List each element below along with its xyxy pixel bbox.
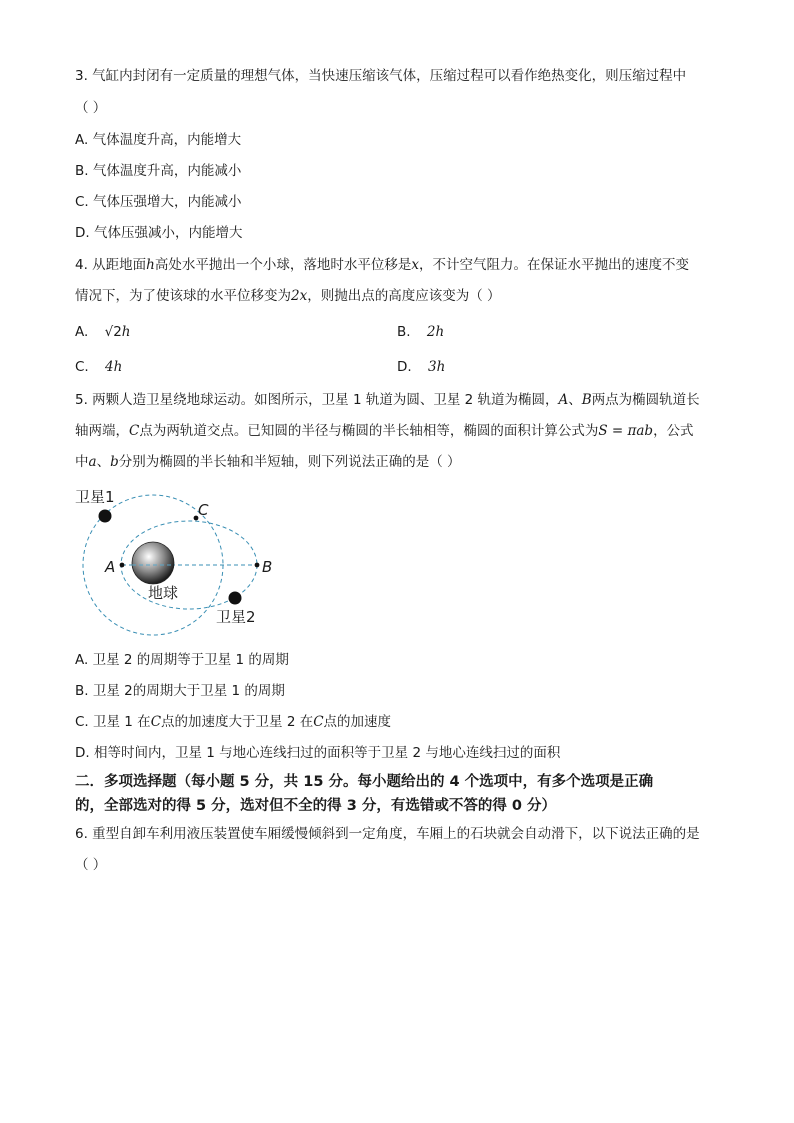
q5-text: 中 [75,454,89,470]
q3-stem-line2: （ ） [75,100,107,116]
q5-stem-line3 [75,453,461,471]
q5-var-c-point: C [129,423,140,439]
q5-text: 点的加速度 [323,714,392,730]
q5-stem-line1 [75,391,700,409]
q4-var-h: h [121,324,131,340]
q5-option-d: D. 相等时间内，卫星 1 与地心连线扫过的面积等于卫星 2 与地心连线扫过的面积 [75,745,561,761]
q3-option-d: D. 气体压强减小，内能增大 [75,225,243,241]
label-earth: 地球 [148,584,179,602]
q5-text: 点为两轨道交点。已知圆的半径与椭圆的半长轴相等，椭圆的面积计算公式为 [139,423,599,439]
q4-var-x: x [411,257,419,273]
q4-text: 情况下，为了使该球的水平位移变为 [75,288,291,304]
q4-option-label: D. [397,359,412,375]
q5-var-a: a [88,454,97,470]
q4-var-2x: 2x [291,288,308,304]
section2-heading-line1: 二．多项选择题（每小题 5 分，共 15 分。每小题给出的 4 个选项中，有多个选项是正确 [75,774,654,790]
q4-text: 高处水平抛出一个小球，落地时水平位移是 [154,257,412,273]
q4-stem-line1 [75,256,689,274]
q4-text: ，则抛出点的高度应该变为（ ） [307,288,501,304]
q4-var-h: h [146,257,155,273]
q4-option-c [75,358,122,376]
q4-option-value: 3h [427,359,446,375]
q3-option-b: B. 气体温度升高，内能减小 [75,163,242,179]
q5-formula: S = πab [598,423,654,439]
orbit-diagram [70,480,290,640]
q5-text: 分别为椭圆的半长轴和半短轴，则下列说法正确的是（ ） [118,454,461,470]
satellite-1 [99,510,112,523]
q5-var-c-point: C [313,714,324,730]
q5-text: 5. 两颗人造卫星绕地球运动。如图所示，卫星 1 轨道为圆、卫星 2 轨道为椭圆， [75,392,559,408]
q5-option-c [75,713,391,731]
q5-var-b: b [110,454,119,470]
label-b: B [262,558,273,576]
q5-option-a: A. 卫星 2 的周期等于卫星 1 的周期 [75,652,289,668]
q5-var-c-point: C [150,714,162,730]
q5-text: 点的加速度大于卫星 2 在 [161,714,314,730]
q3-option-a: A. 气体温度升高，内能增大 [75,132,242,148]
q5-text: 两点为椭圆轨道长 [591,392,700,408]
label-a: A [105,558,116,576]
q4-option-d [397,358,445,376]
q5-option-b: B. 卫星 2的周期大于卫星 1 的周期 [75,683,285,699]
section2-heading-line2: 的，全部选对的得 5 分，选对但不全的得 3 分，有选错或不答的得 0 分） [75,798,557,814]
q4-option-b [397,323,444,341]
q4-text: ，不计空气阻力。在保证水平抛出的速度不变 [419,257,689,273]
label-c: C [198,501,209,519]
q5-var-a-point: A [558,392,569,408]
q5-stem-line2 [75,422,694,440]
earth [132,542,174,584]
point-b [255,563,260,568]
q4-text: 4. 从距地面 [75,257,147,273]
q4-option-value: 2h [426,324,445,340]
q5-text: 轴两端， [75,423,129,439]
q6-stem-line1: 6. 重型自卸车利用液压装置使车厢缓慢倾斜到一定角度，车厢上的石块就会自动滑下，以下说法正确的是 [75,826,700,842]
q5-text: ，公式 [653,423,694,439]
label-satellite-2: 卫星2 [216,608,256,626]
point-a [120,563,125,568]
q4-option-value: 4h [105,359,123,375]
q5-text: 、 [568,392,582,408]
q6-stem-line2: （ ） [75,857,107,873]
q5-text: C. 卫星 1 在 [75,714,151,730]
q5-var-b-point: B [581,392,592,408]
q4-stem-line2 [75,287,501,305]
q4-option-a [75,323,131,341]
label-satellite-1: 卫星1 [75,488,115,506]
q4-option-label: C. [75,359,89,375]
satellite-2 [229,592,242,605]
q4-option-label: B. [397,324,411,340]
q4-option-label: A. [75,324,89,340]
q3-option-c: C. 气体压强增大，内能减小 [75,194,242,210]
q4-sqrt: √2 [104,324,122,340]
q5-text: 、 [96,454,111,470]
q3-stem-line1: 3. 气缸内封闭有一定质量的理想气体，当快速压缩该气体，压缩过程可以看作绝热变化，则压缩过程中 [75,68,687,84]
